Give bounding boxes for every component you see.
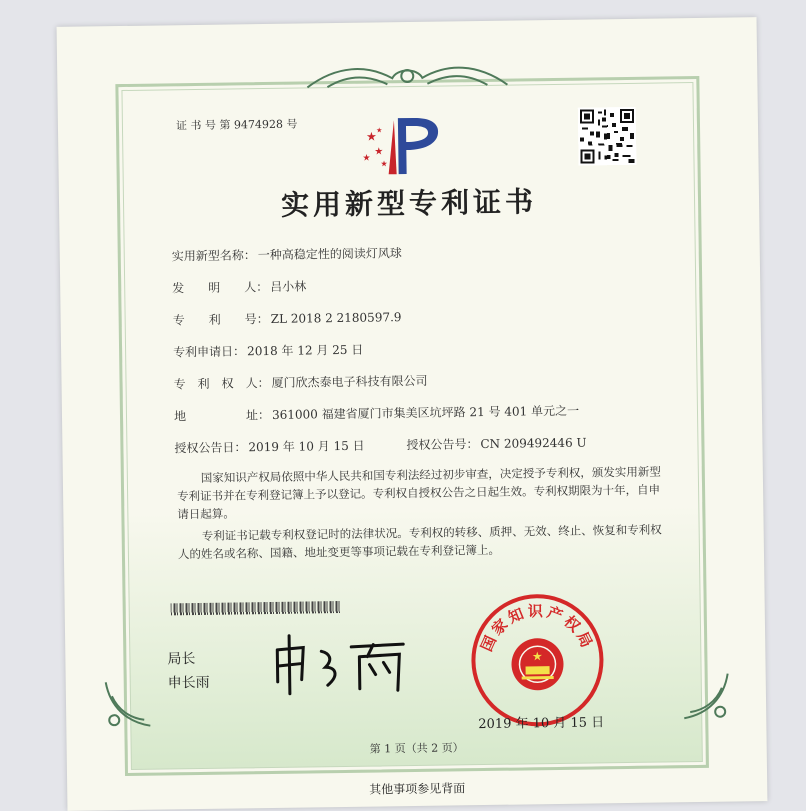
field-value: ZL 2018 2 2180597.9 bbox=[270, 310, 402, 326]
field-value: 吕小林 bbox=[270, 279, 307, 294]
director-block bbox=[167, 647, 210, 696]
page-number: 第 1 页（共 2 页） bbox=[369, 741, 464, 756]
field-label: 专 利 权 人： bbox=[173, 375, 270, 392]
field-value: 一种高稳定性的阅读灯风球 bbox=[257, 246, 402, 263]
patent-office-logo bbox=[358, 109, 449, 180]
director-name: 申长雨 bbox=[167, 674, 210, 692]
barcode bbox=[171, 601, 341, 615]
official-seal bbox=[466, 589, 608, 731]
svg-text:★: ★ bbox=[375, 126, 383, 135]
corner-ornament-bottom-right bbox=[678, 668, 735, 725]
svg-text:★: ★ bbox=[362, 153, 371, 164]
svg-text:★: ★ bbox=[366, 129, 377, 144]
director-title: 局长 bbox=[167, 651, 196, 668]
field-patent-number bbox=[173, 308, 402, 328]
field-application-date bbox=[173, 341, 363, 361]
field-label: 专利申请日： bbox=[173, 344, 246, 360]
field-value: 厦门欣杰泰电子科技有限公司 bbox=[271, 373, 428, 390]
svg-text:国家知识产权局: 国家知识产权局 bbox=[477, 602, 598, 655]
certificate-paper bbox=[57, 17, 768, 811]
field-value: 2019 年 10 月 15 日 bbox=[248, 438, 365, 455]
field-grant-date bbox=[174, 437, 364, 457]
seal-date: 2019 年 10 月 15 日 bbox=[478, 715, 605, 733]
certificate-number: 证 书 号 第 9474928 号 bbox=[175, 117, 298, 133]
certificate-title: 实用新型专利证书 bbox=[280, 185, 538, 222]
top-ornament bbox=[297, 58, 517, 95]
field-patentee bbox=[173, 372, 427, 393]
director-signature bbox=[263, 626, 414, 700]
svg-text:★: ★ bbox=[380, 159, 388, 169]
svg-text:★: ★ bbox=[374, 146, 384, 158]
field-label: 专 利 号： bbox=[172, 311, 269, 328]
field-label: 发 明 人： bbox=[172, 279, 269, 296]
field-utility-model-name bbox=[172, 244, 402, 264]
field-label: 授权公告号： bbox=[406, 437, 479, 453]
field-label: 实用新型名称： bbox=[171, 248, 256, 264]
field-grant-number bbox=[406, 434, 586, 454]
back-note: 其他事项参见背面 bbox=[369, 781, 466, 797]
grant-statement: 国家知识产权局依照中华人民共和国专利法经过初步审查，决定授予专利权，颁发实用新型专利证书并在专利登记簿上予以登记。专利权自授权公告之日起生效。专利权期限为十年，自申请日起算。 bbox=[177, 464, 661, 522]
svg-text:★: ★ bbox=[531, 649, 543, 664]
qr-code bbox=[578, 107, 637, 166]
field-label: 地 址： bbox=[173, 407, 271, 424]
field-label: 授权公告日： bbox=[174, 440, 247, 456]
field-value: 2018 年 12 月 25 日 bbox=[247, 342, 364, 359]
corner-ornament-bottom-left bbox=[100, 676, 157, 733]
field-value: CN 209492446 U bbox=[480, 435, 587, 452]
field-inventor bbox=[172, 277, 306, 296]
field-value: 361000 福建省厦门市集美区坑坪路 21 号 401 单元之一 bbox=[271, 403, 580, 422]
legal-status-statement: 专利证书记载专利权登记时的法律状况。专利权的转移、质押、无效、终止、恢复和专利权人的姓名或名称、国籍、地址变更等事项记载在专利登记簿上。 bbox=[177, 522, 662, 562]
